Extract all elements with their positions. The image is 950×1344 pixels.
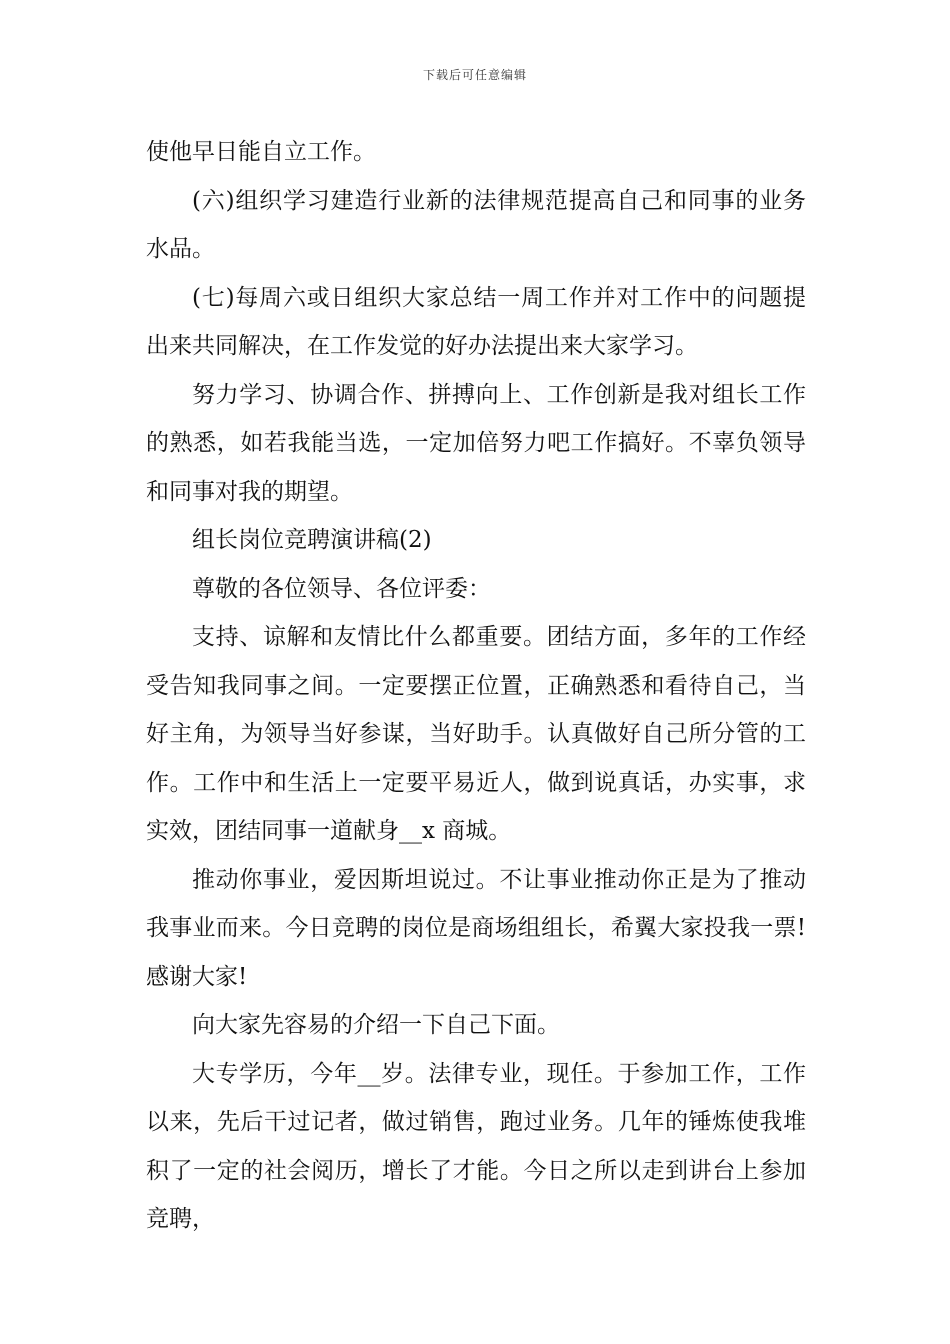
paragraph: 支持、谅解和友情比什么都重要。团结方面，多年的工作经受告知我同事之间。一定要摆正位置，正确熟悉和看待自己，当好主角，为领导当好参谋，当好助手。认真做好自己所分管的工作。工作中和生活上一定要平易近人，做到说真话，办实事，求实效，团结同事一道献身__x 商城。 [146,624,806,844]
paragraph: 向大家先容易的介绍一下自己下面。 [192,1012,560,1038]
paragraph: 大专学历，今年__岁。法律专业，现任。于参加工作，工作以来，先后干过记者，做过销售，跑过业务。几年的锤炼使我堆积了一定的社会阅历，增长了才能。今日之所以走到讲台上参加竞聘， [146,1060,806,1232]
paragraph: 推动你事业，爱因斯坦说过。不让事业推动你正是为了推动我事业而来。今日竞聘的岗位是商场组组长，希翼大家投我一票!感谢大家! [146,866,806,990]
paragraph: 努力学习、协调合作、拼搏向上、工作创新是我对组长工作的熟悉，如若我能当选，一定加倍努力吧工作搞好。不辜负领导和同事对我的期望。 [146,381,806,505]
paragraph: (六)组织学习建造行业新的法律规范提高自己和同事的业务水品。 [146,187,806,262]
paragraph: (七)每周六或日组织大家总结一周工作并对工作中的问题提出来共同解决，在工作发觉的好办法提出来大家学习。 [146,284,806,359]
section-heading: 组长岗位竞聘演讲稿(2) [192,527,432,553]
document-body [146,128,806,1244]
paragraph: 使他早日能自立工作。 [146,139,376,165]
page-header-note: 下载后可任意编辑 [422,68,527,82]
salutation: 尊敬的各位领导、各位评委： [192,575,491,602]
